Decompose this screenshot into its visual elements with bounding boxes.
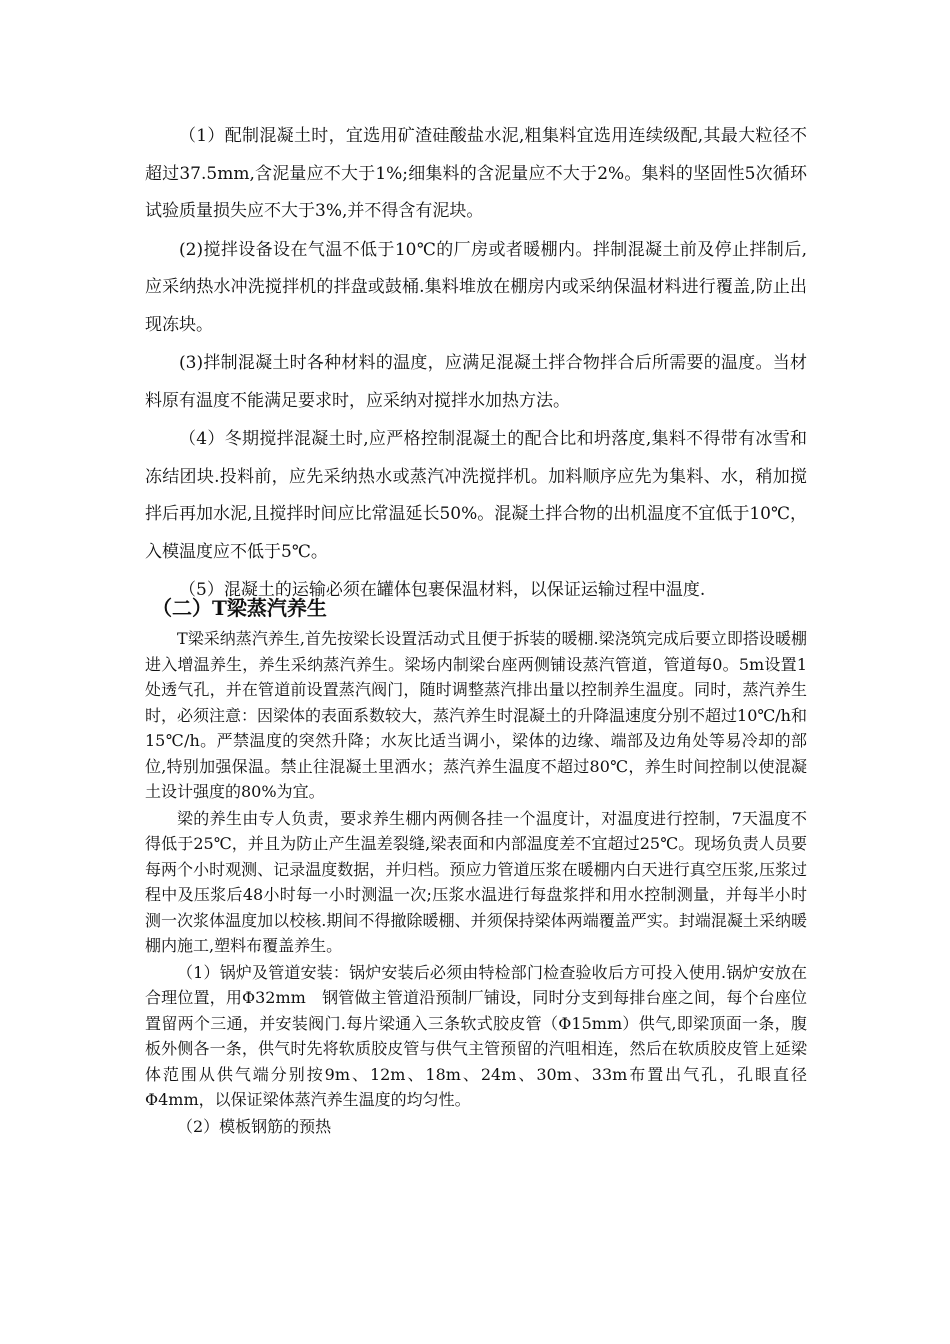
paragraph-1-1: （1）配制混凝土时，宜选用矿渣硅酸盐水泥,粗集料宜选用连续级配,其最大粒径不超过37.5mm,含泥量应不大于1%;细集料的含泥量应不大于2%。集料的坚固性5次循环试验质量损失应不大于3%,并不得含有泥块。 xyxy=(145,126,807,221)
section-heading: （二）T梁蒸汽养生 xyxy=(152,596,327,620)
paragraph-1-3: (3)拌制混凝土时各种材料的温度，应满足混凝土拌合物拌合后所需要的温度。当材料原有温度不能满足要求时，应采纳对搅拌水加热方法。 xyxy=(145,353,807,411)
paragraph-1-4: （4）冬期搅拌混凝土时,应严格控制混凝土的配合比和坍落度,集料不得带有冰雪和冻结团块.投料前，应先采纳热水或蒸汽冲洗搅拌机。加料顺序应先为集料、水，稍加搅拌后再加水泥,且搅拌时间应比常温延长50%。混凝土拌合物的出机温度不宜低于10℃，入模温度应不低于5℃。 xyxy=(145,429,807,562)
paragraph-2-2: 梁的养生由专人负责，要求养生棚内两侧各挂一个温度计，对温度进行控制，7天温度不得低于25℃，并且为防止产生温差裂缝,梁表面和内部温度差不宜超过25℃。现场负责人员要每两个小时观测、记录温度数据，并归档。预应力管道压浆在暖棚内白天进行真空压浆,压浆过程中及压浆后48小时每一小时测温一次;压浆水温进行每盘浆拌和用水控制测量，并每半小时测一次浆体温度加以校核.期间不得撤除暖棚、并须保持梁体两端覆盖严实。封端混凝土采纳暖棚内施工,塑料布覆盖养生。 xyxy=(145,808,807,955)
section-1-body xyxy=(145,118,807,610)
paragraph-2-4: （2）模板钢筋的预热 xyxy=(177,1116,332,1136)
section-2-body xyxy=(145,626,807,1139)
paragraph-2-1: T梁采纳蒸汽养生,首先按梁长设置活动式且便于拆装的暖棚.梁浇筑完成后要立即搭设暖棚进入增温养生，养生采纳蒸汽养生。梁场内制梁台座两侧铺设蒸汽管道，管道每0。5m设置1处透气孔，并在管道前设置蒸汽阀门，随时调整蒸汽排出量以控制养生温度。同时，蒸汽养生时，必须注意：因梁体的表面系数较大，蒸汽养生时混凝土的升降温速度分别不超过10℃/h和15℃/h。严禁温度的突然升降；水灰比适当调小，梁体的边缘、端部及边角处等易冷却的部位,特别加强保温。禁止往混凝土里洒水；蒸汽养生温度不超过80℃，养生时间控制以使混凝土设计强度的80%为宜。 xyxy=(145,629,807,801)
paragraph-2-3: （1）锅炉及管道安装：锅炉安装后必须由特检部门检查验收后方可投入使用.锅炉安放在合理位置，用Φ32mm 钢管做主管道沿预制厂铺设，同时分支到每排台座之间，每个台座位置留两个三通，并安装阀门.每片梁通入三条软式胶皮管（Φ15mm）供气,即梁顶面一条，腹板外侧各一条，供气时先将软质胶皮管与供气主管预留的汽咀相连，然后在软质胶皮管上延梁体范围从供气端分别按9m、12m、18m、24m、30m、33m布置出气孔，孔眼直径Φ4mm，以保证梁体蒸汽养生温度的均匀性。 xyxy=(145,962,807,1109)
paragraph-1-5: （5）混凝土的运输必须在罐体包裹保温材料，以保证运输过程中温度. xyxy=(179,580,706,600)
paragraph-1-2: (2)搅拌设备设在气温不低于10℃的厂房或者暖棚内。拌制混凝土前及停止拌制后,应采纳热水冲洗搅拌机的拌盘或鼓桶.集料堆放在棚房内或采纳保温材料进行覆盖,防止出现冻块。 xyxy=(145,239,807,335)
